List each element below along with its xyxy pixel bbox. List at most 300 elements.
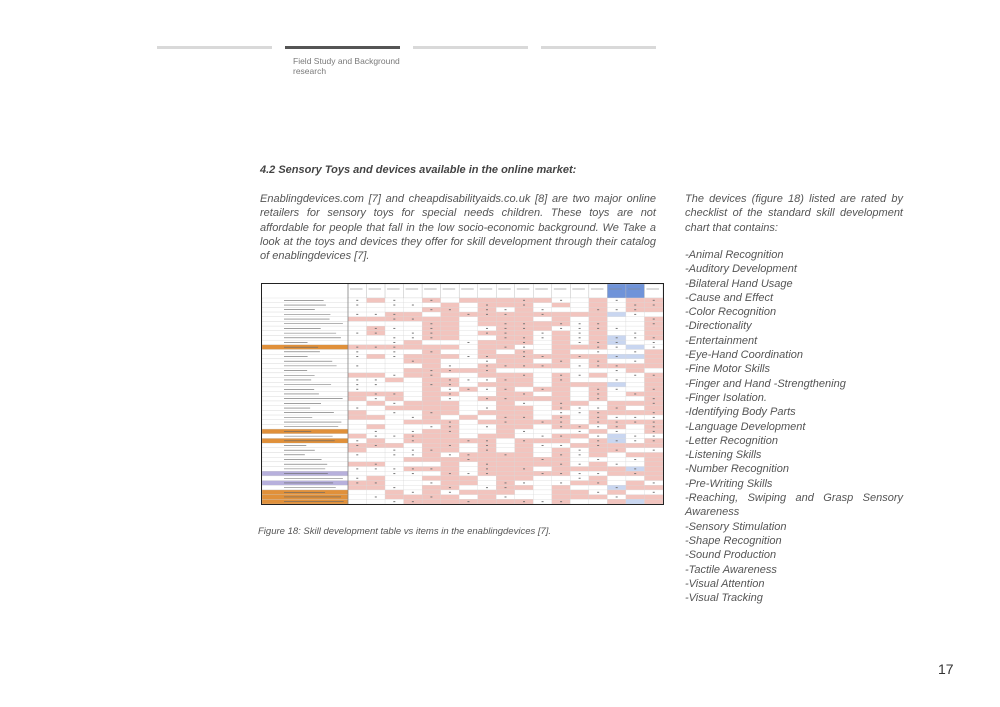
- table-cell-mark: [653, 450, 655, 451]
- table-cell: [644, 331, 663, 336]
- table-cell: [459, 321, 478, 326]
- table-cell: [552, 490, 571, 495]
- table-cell: [367, 448, 386, 453]
- table-cell: [552, 345, 571, 350]
- table-cell: [459, 495, 478, 500]
- table-header-cell: [459, 284, 478, 298]
- table-cell: [607, 467, 626, 472]
- table-cell-mark: [486, 333, 488, 334]
- table-cell: [496, 382, 515, 387]
- table-cell-mark: [505, 496, 507, 497]
- table-cell-mark: [486, 379, 488, 380]
- table-cell-mark: [430, 426, 432, 427]
- table-cell-mark: [634, 351, 636, 352]
- table-cell: [441, 401, 460, 406]
- table-cell-mark: [467, 389, 469, 390]
- table-cell-mark: [597, 365, 599, 366]
- table-cell: [459, 443, 478, 448]
- table-cell: [589, 495, 608, 500]
- table-cell: [385, 307, 404, 312]
- table-cell: [496, 462, 515, 467]
- table-cell-mark: [579, 328, 581, 329]
- table-cell: [533, 359, 552, 364]
- table-cell: [367, 303, 386, 308]
- table-cell-mark: [560, 300, 562, 301]
- table-cell-mark: [505, 333, 507, 334]
- table-cell: [607, 382, 626, 387]
- table-cell: [515, 434, 534, 439]
- table-cell-mark: [523, 393, 525, 394]
- table-cell: [404, 410, 423, 415]
- table-cell: [422, 401, 441, 406]
- table-cell: [496, 457, 515, 462]
- table-cell: [367, 298, 386, 303]
- table-cell-mark: [449, 445, 451, 446]
- table-cell: [367, 368, 386, 373]
- table-cell-mark: [375, 464, 377, 465]
- table-cell-mark: [356, 478, 358, 479]
- table-cell-mark: [375, 468, 377, 469]
- table-cell: [607, 401, 626, 406]
- table-header-cell: [626, 284, 645, 298]
- table-cell-mark: [653, 403, 655, 404]
- table-cell-mark: [375, 496, 377, 497]
- table-cell: [385, 406, 404, 411]
- table-cell: [441, 457, 460, 462]
- table-cell: [404, 373, 423, 378]
- table-cell: [441, 415, 460, 420]
- table-cell-mark: [449, 309, 451, 310]
- table-cell-mark: [616, 496, 618, 497]
- table-cell: [385, 321, 404, 326]
- table-cell: [496, 350, 515, 355]
- table-cell-mark: [449, 487, 451, 488]
- table-cell-mark: [597, 347, 599, 348]
- table-cell: [459, 485, 478, 490]
- table-cell: [441, 298, 460, 303]
- table-cell-mark: [505, 347, 507, 348]
- table-cell-mark: [393, 450, 395, 451]
- table-header-cell: [404, 284, 423, 298]
- table-cell: [348, 457, 367, 462]
- table-cell-mark: [634, 305, 636, 306]
- table-cell: [496, 443, 515, 448]
- table-cell-mark: [597, 440, 599, 441]
- table-cell: [348, 340, 367, 345]
- table-cell-mark: [579, 464, 581, 465]
- table-cell-mark: [505, 454, 507, 455]
- table-cell: [570, 382, 589, 387]
- table-cell: [404, 354, 423, 359]
- table-cell: [589, 378, 608, 383]
- table-cell: [496, 438, 515, 443]
- table-cell: [552, 303, 571, 308]
- table-cell: [626, 406, 645, 411]
- table-cell-mark: [542, 337, 544, 338]
- table-cell: [348, 485, 367, 490]
- table-cell: [552, 457, 571, 462]
- table-cell: [459, 359, 478, 364]
- table-cell: [626, 424, 645, 429]
- table-cell: [404, 387, 423, 392]
- table-cell: [441, 359, 460, 364]
- table-cell: [607, 331, 626, 336]
- table-cell: [552, 335, 571, 340]
- table-cell: [533, 415, 552, 420]
- table-cell: [626, 298, 645, 303]
- table-cell: [570, 443, 589, 448]
- table-cell: [607, 392, 626, 397]
- table-cell-mark: [597, 417, 599, 418]
- table-cell-mark: [430, 468, 432, 469]
- table-cell: [552, 382, 571, 387]
- table-cell: [644, 364, 663, 369]
- table-cell: [644, 443, 663, 448]
- table-cell: [459, 364, 478, 369]
- table-cell: [385, 495, 404, 500]
- table-cell-mark: [542, 501, 544, 502]
- table-cell-mark: [393, 342, 395, 343]
- table-cell-mark: [375, 398, 377, 399]
- table-cell: [644, 392, 663, 397]
- table-cell: [570, 307, 589, 312]
- table-cell: [515, 331, 534, 336]
- table-cell: [478, 495, 497, 500]
- table-cell: [422, 462, 441, 467]
- table-cell: [552, 312, 571, 317]
- table-cell: [607, 410, 626, 415]
- table-cell-mark: [430, 323, 432, 324]
- table-cell-mark: [505, 379, 507, 380]
- table-cell-mark: [560, 454, 562, 455]
- table-header-cell: [422, 284, 441, 298]
- table-cell: [552, 307, 571, 312]
- table-cell: [533, 481, 552, 486]
- table-cell-mark: [505, 482, 507, 483]
- skill-item: -Shape Recognition: [685, 534, 782, 547]
- table-cell-mark: [597, 393, 599, 394]
- table-cell-mark: [523, 300, 525, 301]
- progress-bar-2: [285, 46, 400, 49]
- table-cell: [422, 443, 441, 448]
- table-cell-mark: [412, 319, 414, 320]
- table-cell: [626, 443, 645, 448]
- table-cell: [552, 340, 571, 345]
- table-cell: [626, 326, 645, 331]
- table-cell: [515, 359, 534, 364]
- table-cell-mark: [597, 408, 599, 409]
- table-cell: [607, 359, 626, 364]
- table-cell: [348, 368, 367, 373]
- table-cell: [459, 401, 478, 406]
- table-cell-mark: [356, 305, 358, 306]
- table-cell: [348, 448, 367, 453]
- table-cell-mark: [393, 337, 395, 338]
- table-cell: [533, 406, 552, 411]
- table-cell-mark: [486, 305, 488, 306]
- table-cell-mark: [634, 337, 636, 338]
- table-cell: [478, 317, 497, 322]
- table-cell: [644, 406, 663, 411]
- table-cell-mark: [523, 501, 525, 502]
- table-cell: [626, 429, 645, 434]
- table-cell: [589, 382, 608, 387]
- table-cell: [644, 378, 663, 383]
- table-cell: [459, 303, 478, 308]
- table-cell: [626, 354, 645, 359]
- table-cell: [533, 467, 552, 472]
- table-cell-mark: [393, 351, 395, 352]
- table-cell: [385, 364, 404, 369]
- table-cell-mark: [579, 431, 581, 432]
- table-cell: [644, 495, 663, 500]
- table-header-cell: [552, 284, 571, 298]
- table-cell-mark: [653, 417, 655, 418]
- table-cell-mark: [653, 482, 655, 483]
- table-cell: [422, 434, 441, 439]
- table-cell-mark: [393, 487, 395, 488]
- table-cell: [422, 485, 441, 490]
- table-cell-mark: [412, 417, 414, 418]
- table-cell: [459, 373, 478, 378]
- table-cell-mark: [430, 309, 432, 310]
- table-cell: [626, 476, 645, 481]
- table-cell: [385, 420, 404, 425]
- table-cell-mark: [375, 431, 377, 432]
- table-cell-mark: [430, 337, 432, 338]
- table-cell-mark: [430, 300, 432, 301]
- table-cell: [626, 401, 645, 406]
- table-cell: [496, 467, 515, 472]
- table-cell: [570, 359, 589, 364]
- table-cell: [459, 462, 478, 467]
- table-cell: [626, 368, 645, 373]
- table-cell: [496, 476, 515, 481]
- table-cell: [422, 317, 441, 322]
- table-cell: [441, 335, 460, 340]
- skill-table-graphic: [262, 284, 663, 504]
- skill-item: -Directionality: [685, 320, 752, 333]
- table-cell-mark: [393, 375, 395, 376]
- skill-item: -Finger Isolation.: [685, 391, 767, 404]
- table-cell-mark: [430, 412, 432, 413]
- table-cell: [644, 499, 663, 504]
- table-cell: [626, 396, 645, 401]
- table-cell-mark: [616, 328, 618, 329]
- table-cell-mark: [505, 389, 507, 390]
- table-cell: [589, 467, 608, 472]
- table-cell-mark: [616, 431, 618, 432]
- table-cell: [570, 345, 589, 350]
- table-cell: [626, 495, 645, 500]
- table-cell: [515, 382, 534, 387]
- table-cell-mark: [486, 445, 488, 446]
- table-cell: [515, 317, 534, 322]
- table-cell-mark: [523, 351, 525, 352]
- table-cell-mark: [560, 473, 562, 474]
- table-cell-mark: [486, 328, 488, 329]
- table-cell-mark: [560, 375, 562, 376]
- table-cell: [478, 490, 497, 495]
- table-cell-mark: [653, 440, 655, 441]
- table-cell: [367, 424, 386, 429]
- table-cell: [496, 499, 515, 504]
- table-cell: [644, 485, 663, 490]
- table-cell-mark: [393, 356, 395, 357]
- table-cell-mark: [523, 347, 525, 348]
- table-cell: [552, 387, 571, 392]
- table-cell: [441, 321, 460, 326]
- table-cell: [570, 495, 589, 500]
- table-cell: [348, 307, 367, 312]
- table-cell-mark: [412, 492, 414, 493]
- table-cell: [626, 340, 645, 345]
- table-cell: [404, 485, 423, 490]
- table-cell: [348, 410, 367, 415]
- table-cell-mark: [634, 375, 636, 376]
- table-cell: [552, 429, 571, 434]
- table-header-cell: [515, 284, 534, 298]
- table-cell: [367, 364, 386, 369]
- table-cell-mark: [579, 478, 581, 479]
- table-cell-mark: [356, 379, 358, 380]
- table-cell: [404, 401, 423, 406]
- table-cell-mark: [653, 337, 655, 338]
- table-cell-mark: [523, 440, 525, 441]
- table-cell-mark: [449, 398, 451, 399]
- table-cell: [515, 485, 534, 490]
- table-cell: [422, 392, 441, 397]
- table-cell: [589, 368, 608, 373]
- table-cell: [478, 429, 497, 434]
- table-cell: [515, 448, 534, 453]
- skill-item: -Number Recognition: [685, 463, 789, 476]
- table-cell: [348, 373, 367, 378]
- table-cell: [533, 303, 552, 308]
- table-cell: [404, 340, 423, 345]
- skill-item: -Auditory Development: [685, 263, 797, 276]
- table-cell: [607, 453, 626, 458]
- table-cell: [589, 373, 608, 378]
- table-cell: [626, 317, 645, 322]
- table-cell-mark: [356, 314, 358, 315]
- skill-item: -Fine Motor Skills: [685, 363, 770, 376]
- table-cell: [459, 331, 478, 336]
- table-header-cell: [644, 284, 663, 298]
- table-cell: [404, 406, 423, 411]
- table-cell: [404, 345, 423, 350]
- table-cell-mark: [579, 323, 581, 324]
- table-cell: [422, 378, 441, 383]
- table-cell: [552, 495, 571, 500]
- table-cell: [367, 471, 386, 476]
- table-cell-mark: [560, 403, 562, 404]
- table-cell: [367, 457, 386, 462]
- table-cell: [478, 298, 497, 303]
- table-cell-mark: [486, 450, 488, 451]
- table-cell: [644, 462, 663, 467]
- skill-item: -Tactile Awareness: [685, 563, 777, 576]
- table-cell: [533, 429, 552, 434]
- table-cell: [367, 340, 386, 345]
- table-cell: [385, 476, 404, 481]
- table-cell-mark: [449, 431, 451, 432]
- table-cell-mark: [597, 426, 599, 427]
- table-cell: [533, 326, 552, 331]
- table-cell-mark: [653, 300, 655, 301]
- table-cell: [570, 312, 589, 317]
- table-cell: [404, 392, 423, 397]
- skill-item: -Pre-Writing Skills: [685, 477, 773, 490]
- table-cell: [496, 448, 515, 453]
- table-cell-mark: [505, 328, 507, 329]
- table-cell-mark: [597, 398, 599, 399]
- table-cell: [478, 392, 497, 397]
- table-cell: [533, 378, 552, 383]
- checklist-intro: The devices (figure 18) listed are rated by checklist of the standard skill development chart that contains:: [685, 193, 903, 234]
- table-cell: [404, 396, 423, 401]
- table-cell-mark: [616, 417, 618, 418]
- table-cell-mark: [375, 347, 377, 348]
- table-cell-mark: [616, 337, 618, 338]
- table-cell: [533, 495, 552, 500]
- table-cell-mark: [449, 426, 451, 427]
- table-cell: [589, 354, 608, 359]
- table-cell-mark: [616, 464, 618, 465]
- table-cell: [515, 457, 534, 462]
- table-cell-mark: [616, 370, 618, 371]
- table-cell-mark: [616, 347, 618, 348]
- table-cell-mark: [653, 398, 655, 399]
- table-cell-mark: [616, 342, 618, 343]
- table-cell: [515, 476, 534, 481]
- skill-item: -Cause and Effect: [685, 291, 774, 304]
- table-cell-mark: [542, 365, 544, 366]
- skill-item: -Sensory Stimulation: [685, 520, 787, 533]
- table-cell: [589, 401, 608, 406]
- table-cell: [441, 350, 460, 355]
- skill-item: -Finger and Hand -Strengthening: [685, 377, 846, 390]
- table-cell: [404, 424, 423, 429]
- table-cell-mark: [542, 459, 544, 460]
- table-cell-mark: [449, 389, 451, 390]
- table-header-cell: [385, 284, 404, 298]
- table-cell: [626, 321, 645, 326]
- table-cell: [422, 420, 441, 425]
- table-cell-mark: [430, 351, 432, 352]
- table-cell-mark: [449, 384, 451, 385]
- table-cell: [459, 335, 478, 340]
- table-cell: [644, 359, 663, 364]
- table-cell: [626, 382, 645, 387]
- table-cell-mark: [653, 347, 655, 348]
- table-cell: [626, 364, 645, 369]
- table-cell: [348, 490, 367, 495]
- table-cell-mark: [486, 389, 488, 390]
- table-cell: [570, 485, 589, 490]
- table-cell-mark: [579, 450, 581, 451]
- table-cell: [441, 481, 460, 486]
- table-cell: [607, 321, 626, 326]
- table-cell-mark: [597, 323, 599, 324]
- table-cell: [478, 476, 497, 481]
- table-cell: [607, 457, 626, 462]
- section-heading: 4.2 Sensory Toys and devices available in the online market:: [260, 164, 577, 176]
- table-cell: [607, 303, 626, 308]
- table-cell: [459, 410, 478, 415]
- table-cell-mark: [356, 347, 358, 348]
- skill-item: -Eye-Hand Coordination: [685, 349, 804, 362]
